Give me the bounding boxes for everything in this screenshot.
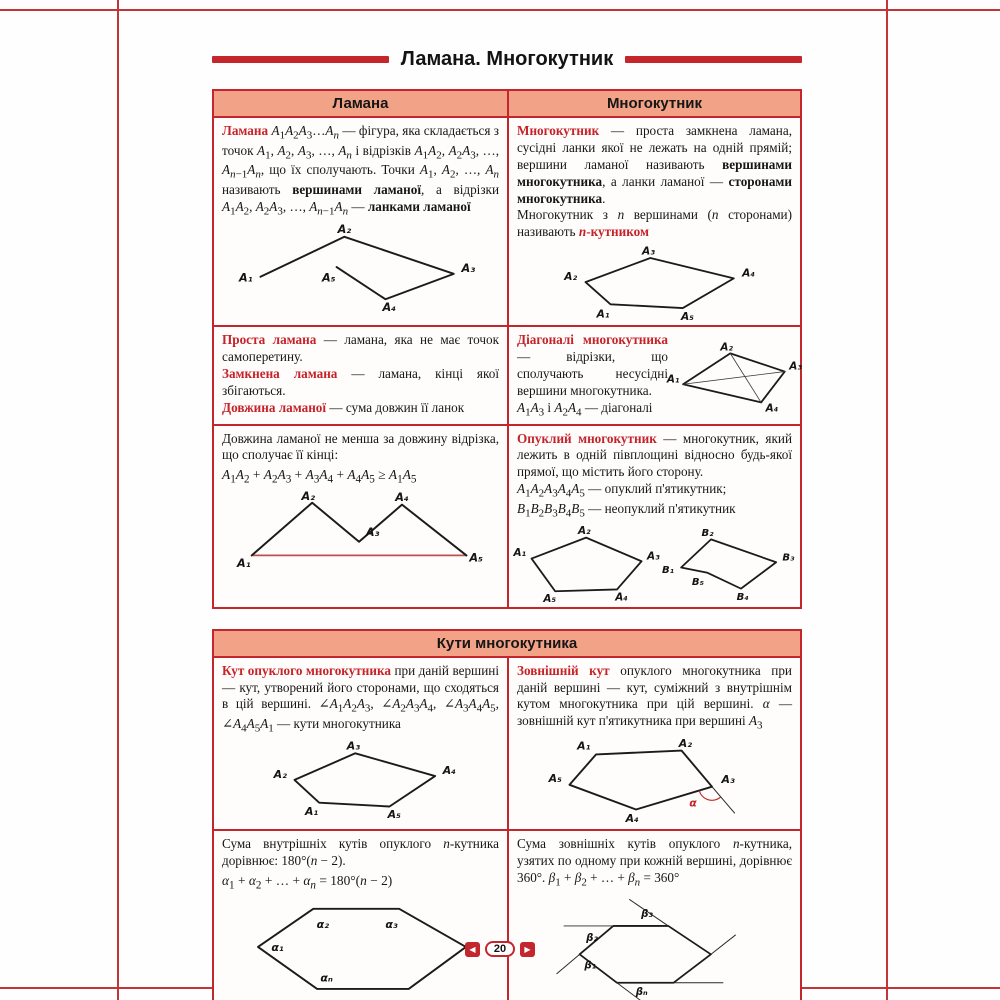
figure-quadrilateral-diagonals	[666, 341, 802, 415]
svg-text:A₂: A₂	[720, 341, 733, 354]
figure-hexagon-external-angles	[553, 894, 757, 1000]
svg-text:A₁: A₁	[666, 373, 680, 386]
column-header-mnogokutnyk: Многокутник	[507, 91, 800, 116]
svg-text:A₁: A₁	[304, 804, 318, 818]
svg-text:B₂: B₂	[701, 527, 714, 539]
svg-text:A₂: A₂	[563, 270, 577, 284]
svg-text:αₙ: αₙ	[319, 971, 333, 985]
svg-text:α₃: α₃	[384, 917, 398, 931]
page-content	[212, 48, 802, 1000]
suma-vnutrishnikh-text: Сума внутрішніх кутів опуклого n-кутника дорівнює: 180°(n − 2).	[222, 836, 499, 868]
svg-text:B₃: B₃	[782, 552, 795, 564]
svg-text:A₁: A₁	[513, 546, 527, 559]
svg-text:B₅: B₅	[691, 576, 704, 588]
svg-text:A₃: A₃	[365, 526, 379, 540]
cell-zovnishniy-kut	[507, 656, 800, 829]
svg-text:A₄: A₄	[381, 300, 396, 314]
cell-kut-opuklogo	[214, 656, 507, 829]
cell-suma-vnutrishnikh	[214, 829, 507, 1000]
svg-text:A₁: A₁	[238, 271, 253, 285]
frame-line-right	[886, 0, 888, 1000]
svg-text:A₃: A₃	[346, 739, 360, 753]
svg-text:B₄: B₄	[736, 591, 749, 603]
svg-text:A₃: A₃	[647, 550, 660, 563]
page-header	[212, 48, 802, 71]
svg-text:A₂: A₂	[337, 222, 351, 236]
title-bar-left	[212, 56, 389, 63]
figure-nonconvex-pentagon	[660, 525, 795, 603]
cell-prosta-zamknena-dovzhyna	[214, 325, 507, 423]
column-header-lamana: Ламана	[214, 91, 507, 116]
figure-pentagon-vertices	[540, 244, 770, 324]
mnogokutnyk-definition-text: Многокутник — проста замкнена ламана, сусідні ланки якої не лежать на одній прямій; вершини ламаної називають вершинами многокутника, а ланки ламаної — сторонами многокутника. Многокутник з n вершинами (n сторонами) називають n-кутником	[517, 123, 792, 240]
svg-text:α: α	[688, 796, 697, 810]
next-page-button[interactable]: ▶	[520, 942, 535, 957]
svg-text:A₁: A₁	[596, 307, 610, 321]
svg-text:A₄: A₄	[394, 491, 409, 505]
svg-text:B₁: B₁	[661, 564, 675, 576]
cell-dovzhyna-theorem	[214, 424, 507, 607]
dovzhyna-theorem-text: Довжина ламаної не менша за довжину відрізка, що сполучає її кінці:	[222, 430, 499, 463]
svg-text:A₅: A₅	[387, 807, 401, 821]
kut-opuklogo-text: Кут опуклого многокутника при даній вершині — кут, утворений його сторонами, що сходяться в цій вершині. $\angle A_1A_2A_3$, $\angle A_2A_3A_4$, $\angle A_3A_4A_5$, $\angle A_4A_5A_1$ — кути многокутника	[222, 662, 499, 735]
figure-zigzag-with-red-segment	[236, 491, 486, 573]
cell-lamana-definition	[214, 116, 507, 325]
svg-text:A₄: A₄	[625, 811, 639, 825]
svg-text:α₂: α₂	[316, 917, 329, 931]
svg-text:A₁: A₁	[236, 557, 251, 571]
svg-text:A₅: A₅	[468, 551, 483, 565]
figure-broken-line	[239, 223, 483, 313]
opuklyi-text: Опуклий многокутник — многокутник, який лежить в одній півплощині відносно будь-якої прямої, що містить його сторону. $A_1A_2A_3A_4A_5$ — опуклий п'ятикутник; $B_1B_2B_3B_4B_5$ — неопуклий п'ятикутник	[517, 430, 793, 520]
svg-text:βₙ: βₙ	[635, 986, 648, 998]
frame-line-left	[117, 0, 119, 1000]
cell-opuklyi	[507, 424, 800, 607]
page-title: Ламана. Многокутник	[400, 48, 614, 70]
convex-nonconvex-figures	[513, 524, 795, 605]
svg-text:A₅: A₅	[548, 771, 562, 785]
cell-mnogokutnyk-definition	[507, 116, 800, 325]
zovnishniy-kut-text: Зовнішній кут опуклого многокутника при даній вершині — кут, суміжний з внутрішнім кутом многокутника при цій вершині. α — зовнішній кут п'ятикутника при вершині $A_3$	[517, 662, 793, 732]
lamana-definition-text: Ламана $A_1A_2A_3\dots A_n$ — фігура, яка складається з точок $A_1$, $A_2$, $A_3$, …, $A_n$ і відрізків $A_1A_2$, $A_2A_3$, …, $A_{n-1}A_n$, що їх сполучають. Точки $A_1$, $A_2$, …, $A_n$ називають вершинами ламаної, а відрізки $A_1A_2$, $A_2A_3$, …, $A_{n-1}A_n$ — ланками ламаної	[222, 123, 500, 218]
prosta-lamana-text: Проста ламана — ламана, яка не має точок самоперетину. Замкнена ламана — ламана, кінці якої збігаються. Довжина ламаної — сума довжин її ланок	[222, 332, 500, 415]
svg-text:A₄: A₄	[615, 590, 628, 603]
svg-text:A₄: A₄	[442, 764, 456, 778]
svg-text:A₄: A₄	[765, 402, 779, 415]
figure-hexagon-interior-angles	[237, 897, 485, 995]
figure-pentagon-external-angle	[541, 737, 769, 825]
svg-text:α₁: α₁	[270, 940, 284, 954]
figure-pentagon-angles	[256, 739, 466, 821]
svg-text:A₂: A₂	[678, 736, 692, 750]
figure-convex-pentagon	[513, 524, 660, 605]
frame-line-top	[0, 9, 1000, 11]
cell-suma-zovnishnikh	[507, 829, 800, 1000]
svg-text:A₃: A₃	[641, 244, 655, 258]
suma-zovnishnikh-text: Сума зовнішніх кутів опуклого n-кутника, узятих по одному при кожній вершині, дорівнює 360°. $\beta_1 + \beta_2$ + … + $\beta_n = 360^\circ$	[517, 836, 792, 889]
svg-text:A₅: A₅	[680, 310, 694, 324]
svg-text:β₂: β₂	[585, 932, 598, 944]
svg-text:A₃: A₃	[789, 360, 802, 373]
svg-text:A₃: A₃	[461, 261, 475, 275]
page-number: 20	[485, 941, 515, 957]
svg-text:A₂: A₂	[577, 524, 591, 537]
table-lamana-mnogokutnyk	[212, 89, 802, 609]
svg-text:A₂: A₂	[273, 767, 287, 781]
svg-text:A₄: A₄	[741, 266, 755, 280]
svg-text:β₃: β₃	[640, 908, 653, 920]
svg-text:A₂: A₂	[300, 490, 315, 504]
cell-diagonali	[507, 325, 800, 423]
suma-vnutrishnikh-formula: $\alpha_1 + \alpha_2$ + … + $\alpha_n = 180^\circ(n - 2)$	[222, 872, 393, 892]
svg-text:A₃: A₃	[721, 772, 735, 786]
svg-text:β₁: β₁	[583, 960, 596, 972]
dovzhyna-inequality-formula: $A_1A_2 + A_2A_3 + A_3A_4 + A_4A_5 \ge A_1A_5$	[222, 467, 417, 486]
page-navigation	[465, 941, 535, 957]
svg-text:A₁: A₁	[576, 739, 590, 753]
prev-page-button[interactable]: ◀	[465, 942, 480, 957]
svg-text:A₅: A₅	[543, 592, 557, 605]
diagonali-text: Діагоналі многокутника — відрізки, що сполучають несусідні вершини многокутника. $A_1A_3$ і $A_2A_4$ — діагоналі	[517, 332, 668, 419]
svg-text:A₅: A₅	[321, 271, 336, 285]
table2-header: Кути многокутника	[214, 631, 800, 656]
title-bar-right	[625, 56, 802, 63]
